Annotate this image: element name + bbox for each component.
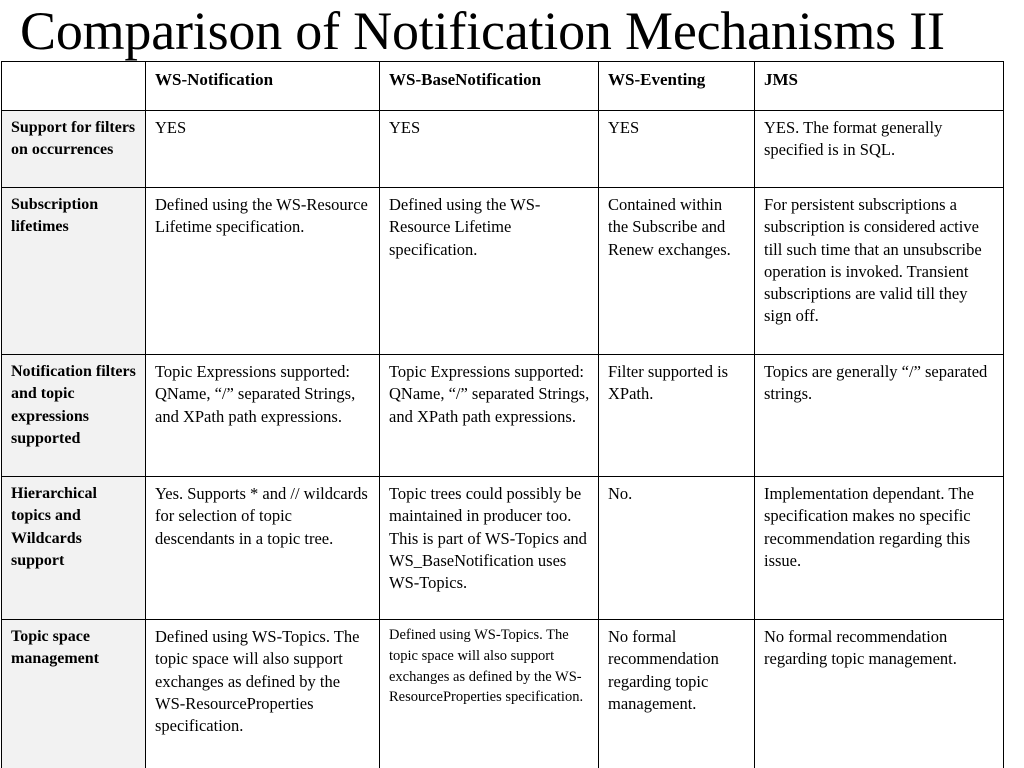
table-cell: For persistent subscriptions a subscription is considered active till such time that an unsubscribe operation is invoked. Transient subscriptions are valid till they sign off. [755, 188, 1004, 355]
column-header-ws-notification: WS-Notification [146, 62, 380, 111]
row-header-filters-on-occurrences: Support for filters on occurrences [2, 111, 146, 188]
table-cell: YES [146, 111, 380, 188]
row-header-subscription-lifetimes: Subscription lifetimes [2, 188, 146, 355]
slide-title: Comparison of Notification Mechanisms II [20, 1, 945, 61]
comparison-table [1, 61, 1004, 768]
table-cell: No. [599, 477, 755, 620]
row-header-notification-filters: Notification filters and topic expressions supported [2, 355, 146, 477]
table-cell: Yes. Supports * and // wildcards for selection of topic descendants in a topic tree. [146, 477, 380, 620]
table-cell: YES [380, 111, 599, 188]
table-row [2, 477, 1004, 620]
table-row [2, 111, 1004, 188]
table-row [2, 355, 1004, 477]
table-row [2, 620, 1004, 768]
table-cell: Topics are generally “/” separated strings. [755, 355, 1004, 477]
table-cell: Defined using the WS-Resource Lifetime specification. [380, 188, 599, 355]
table-header-row [2, 62, 1004, 111]
table-cell: YES. The format generally specified is in SQL. [755, 111, 1004, 188]
table-cell: Implementation dependant. The specification makes no specific recommendation regarding this issue. [755, 477, 1004, 620]
column-header-jms: JMS [755, 62, 1004, 111]
column-header-ws-basenotification: WS-BaseNotification [380, 62, 599, 111]
table-cell: Defined using WS-Topics. The topic space will also support exchanges as defined by the WS-ResourceProperties specification. [146, 620, 380, 768]
table-cell: Topic Expressions supported: QName, “/” separated Strings, and XPath path expressions. [380, 355, 599, 477]
table-cell: Filter supported is XPath. [599, 355, 755, 477]
table-cell: Contained within the Subscribe and Renew exchanges. [599, 188, 755, 355]
table-cell: Defined using the WS-Resource Lifetime specification. [146, 188, 380, 355]
table-cell: No formal recommendation regarding topic management. [599, 620, 755, 768]
row-header-hierarchical-topics: Hierarchical topics and Wildcards support [2, 477, 146, 620]
table-cell: Topic Expressions supported: QName, “/” separated Strings, and XPath path expressions. [146, 355, 380, 477]
table-row [2, 188, 1004, 355]
table-cell: Defined using WS-Topics. The topic space will also support exchanges as defined by the WS-ResourceProperties specification. [380, 620, 599, 768]
header-corner-cell [2, 62, 146, 111]
column-header-ws-eventing: WS-Eventing [599, 62, 755, 111]
table-cell: YES [599, 111, 755, 188]
table-cell: No formal recommendation regarding topic management. [755, 620, 1004, 768]
table-cell: Topic trees could possibly be maintained in producer too. This is part of WS-Topics and WS_BaseNotification uses WS-Topics. [380, 477, 599, 620]
row-header-topic-space-management: Topic space management [2, 620, 146, 768]
